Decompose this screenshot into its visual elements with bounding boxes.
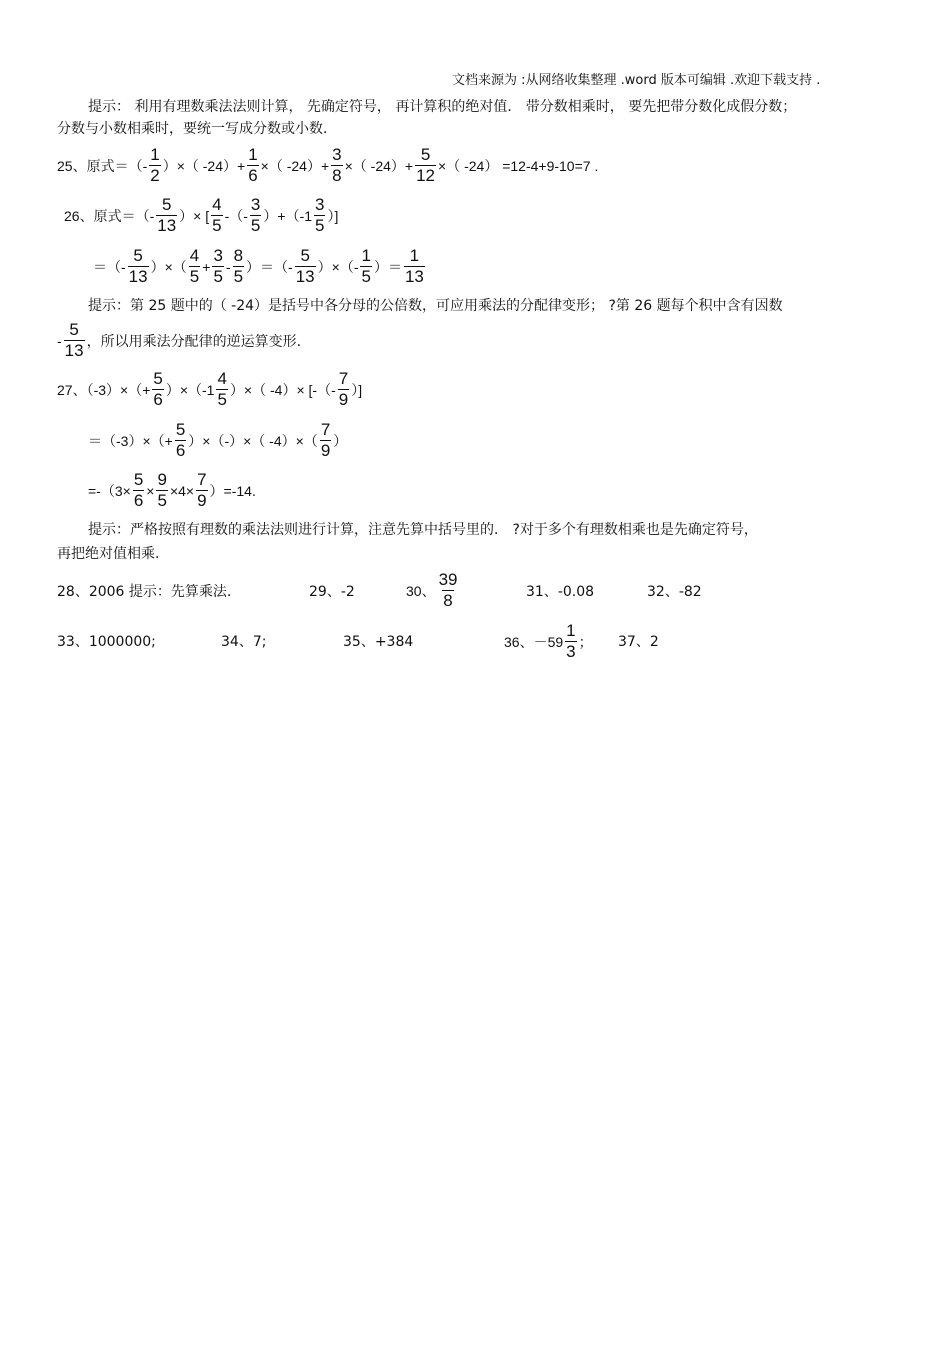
answer-37: 37、2 (618, 634, 659, 650)
fraction: $\frac{3}{8}$ (332, 145, 342, 185)
fraction: 7 9 (320, 420, 331, 460)
answer-31: 31、-0.08 (526, 584, 595, 600)
fraction: 5 13 (295, 246, 315, 286)
answer-33: 33、1000000; (57, 634, 156, 650)
fraction: 5 13 (128, 246, 148, 286)
fraction: 4 5 (212, 195, 222, 235)
p25-label: 25、原式＝（- (57, 157, 148, 174)
answer-28: 28、2006 提示：先算乘法. (57, 584, 232, 600)
fraction: 1 5 (361, 246, 371, 286)
fraction: 5 13 (157, 195, 177, 235)
answer-29: 29、-2 (309, 584, 355, 600)
fraction: 1 2 (150, 145, 160, 185)
problem-26-line-2: ＝（- 5 13 ）×（ 4 5 + $\frac{3}{5}$ - 8 5 ）＝（- 5 13 ）×（- 1 5 ）＝ 1 13 (93, 246, 424, 286)
problem-27-line-1: 27、（-3）×（+ $\frac{5}{6}$ ）×（-1 4 5 ）×（ -4）× [-（- 7 9 ）] (57, 369, 363, 409)
fraction: 4 5 (189, 246, 200, 286)
fraction: 8 5 (233, 246, 244, 286)
fraction: 39 8 (438, 570, 458, 610)
fraction: $\frac{7}{9}$ (197, 470, 207, 510)
answer-36: 36、－59 1 3 ； (504, 621, 593, 661)
hint-1-line-2: 分数与小数相乘时，要统一写成分数或小数． (57, 121, 337, 137)
fraction: 7 9 (338, 369, 349, 409)
fraction: $\frac{5}{12}$ (416, 145, 436, 185)
answer-34: 34、7; (221, 634, 267, 650)
fraction: $\frac{5}{6}$ (175, 420, 186, 460)
fraction: $\frac{3}{5}$ (213, 246, 223, 286)
fraction: $\frac{9}{5}$ (157, 470, 167, 510)
hint-1-line-1: 提示： 利用有理数乘法法则计算， 先确定符号， 再计算积的绝对值． 带分数相乘时， 要先把带分数化成假分数； (88, 99, 797, 115)
fraction: $\frac{5}{6}$ (153, 369, 163, 409)
hint-3-line-2: 再把绝对值相乘. (57, 546, 160, 562)
hint-2-line-1: 提示：第 25 题中的（ -24）是括号中各分母的公倍数，可应用乘法的分配律变形； ?第 26 题每个积中含有因数 (88, 298, 783, 314)
fraction: 3 5 (315, 195, 325, 235)
answer-32: 32、-82 (647, 584, 702, 600)
problem-27-line-2: ＝（-3）×（+ $\frac{5}{6}$ ）×（-）×（ -4）×（ 7 9 ） (88, 420, 348, 460)
fraction: $\frac{5}{6}$ (133, 470, 144, 510)
p26-label: 26、原式＝（- (64, 207, 155, 224)
fraction: 5 13 (64, 320, 84, 360)
hint-2-line-2: - 5 13 ，所以用乘法分配律的逆运算变形. (57, 320, 302, 360)
fraction: $\frac{1}{6}$ (248, 145, 258, 185)
problem-25: 25、原式＝（- 1 2 ）×（ -24）+ $\frac{1}{6}$ ×（ -24）+ $\frac{3}{8}$ ×（ -24）+ $\frac{5}{12}$ ×（ -24） =12-4+9-10=7 . (57, 145, 599, 185)
fraction: 1 13 (404, 246, 424, 286)
fraction: 4 5 (217, 369, 227, 409)
hint-3-line-1: 提示：严格按照有理数的乘法法则进行计算，注意先算中括号里的． ?对于多个有理数相乘也是先确定符号， (88, 522, 758, 538)
answer-30: 30、 39 8 (406, 570, 458, 610)
problem-26-line-1: 26、原式＝（- 5 13 ）× [ 4 5 -（- 3 5 ）+（-1 3 5 ）] (64, 195, 339, 235)
answer-35: 35、+384 (343, 634, 414, 650)
page-header-note: 文档来源为 :从网络收集整理 .word 版本可编辑 .欢迎下载支持 . (452, 73, 821, 88)
problem-27-line-3: =-（3× $\frac{5}{6}$ × $\frac{9}{5}$ ×4× $\frac{7}{9}$ ）=-14. (88, 470, 256, 510)
fraction: 3 5 (250, 195, 261, 235)
fraction: 1 3 (566, 621, 576, 661)
p27-label: 27、（-3）×（+ (57, 381, 151, 398)
